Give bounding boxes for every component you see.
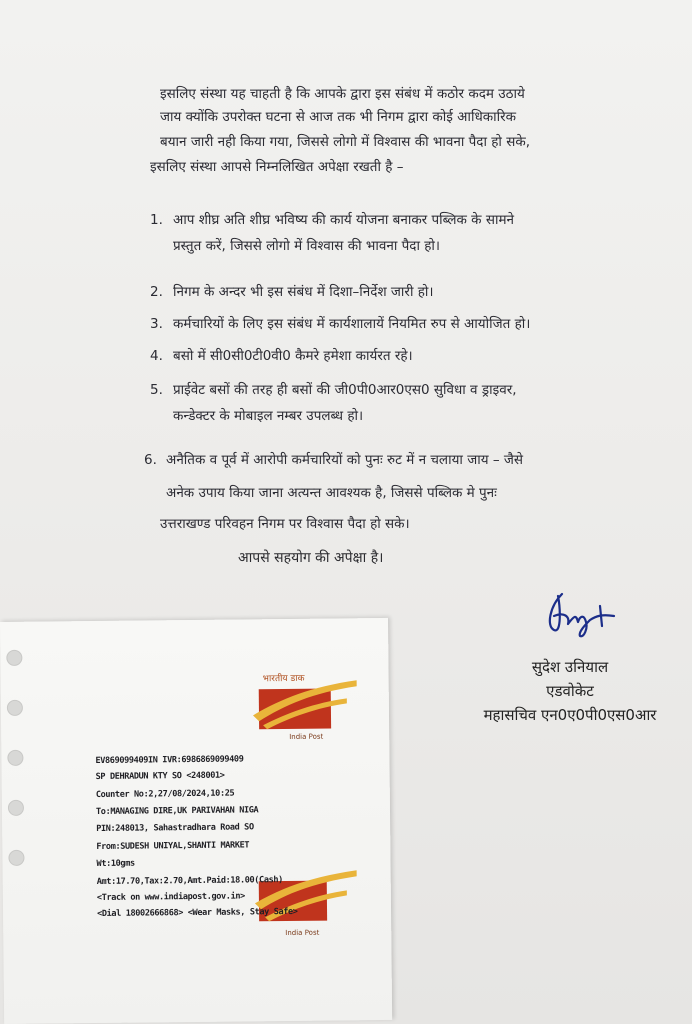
letter-line: इसलिए संस्था आपसे निम्नलिखित अपेक्षा रखती है – — [150, 159, 404, 175]
sender-designation: महासचिव एन0ए0पी0एस0आर — [483, 706, 657, 724]
punch-hole — [7, 750, 23, 766]
letter-line: जाय क्योंकि उपरोक्त घटना से आज तक भी निगम द्वारा कोई आधिकारिक — [160, 109, 517, 125]
list-item-text: उत्तराखण्ड परिवहन निगम पर विश्वास पैदा हो सके। — [160, 516, 410, 532]
receipt-line: Wt:10gms — [96, 858, 135, 870]
receipt-line: Amt:17.70,Tax:2.70,Amt.Paid:18.00(Cash) — [96, 875, 283, 888]
closing-line: आपसे सहयोग की अपेक्षा है। — [238, 550, 384, 566]
india-post-logo-icon — [251, 678, 362, 735]
list-item-text: प्राईवेट बसों की तरह ही बसों की जी0पी0आर0एस0 सुविधा व ड्राइवर, — [173, 382, 517, 398]
list-item-text: कर्मचारियों के लिए इस संबंध में कार्यशालायें नियमित रुप से आयोजित हो। — [173, 316, 531, 332]
list-item-text: कन्डेक्टर के मोबाइल नम्बर उपलब्ध हो। — [173, 408, 364, 424]
india-post-caption: India Post — [289, 732, 324, 741]
postal-receipt — [0, 618, 392, 1024]
india-post-caption: India Post — [285, 928, 320, 938]
list-item-number: 6. — [144, 452, 157, 468]
list-item-number: 5. — [150, 382, 163, 398]
list-item-text: प्रस्तुत करें, जिससे लोगो में विश्वास की भावना पैदा हो। — [173, 238, 441, 254]
list-item-number: 3. — [150, 316, 163, 332]
punch-hole — [8, 850, 24, 866]
sender-title: एडवोकेट — [546, 682, 594, 700]
receipt-line: Counter No:2,27/08/2024,10:25 — [95, 788, 235, 801]
punch-hole — [8, 800, 24, 816]
list-item-text: निगम के अन्दर भी इस संबंध में दिशा–निर्देश जारी हो। — [173, 284, 434, 300]
sender-block — [455, 655, 685, 727]
list-item-text: आप शीघ्र अति शीघ्र भविष्य की कार्य योजना बनाकर पब्लिक के सामने — [173, 212, 515, 228]
receipt-line: To:MANAGING DIRE,UK PARIVAHAN NIGA — [95, 805, 259, 818]
punch-hole — [7, 700, 23, 716]
receipt-line: From:SUDESH UNIYAL,SHANTI MARKET — [96, 840, 250, 853]
receipt-line: EV869099409IN IVR:6986869099409 — [95, 754, 244, 767]
sender-name: सुदेश उनियाल — [531, 658, 609, 676]
list-item-text: अनैतिक व पूर्व में आरोपी कर्मचारियों को पुनः रुट में न चलाया जाय – जैसे — [166, 452, 524, 468]
letter-line: बयान जारी नही किया गया, जिससे लोगो में विश्वास की भावना पैदा हो सके, — [160, 134, 530, 150]
receipt-line: SP DEHRADUN KTY SO <248001> — [95, 770, 225, 783]
list-item-number: 4. — [150, 348, 163, 364]
letter-line: इसलिए संस्था यह चाहती है कि आपके द्वारा इस संबंध में कठोर कदम उठाये — [160, 86, 525, 102]
india-post-hindi: भारतीय डाक — [262, 673, 305, 685]
signature — [540, 586, 630, 646]
list-item-number: 1. — [150, 212, 163, 228]
receipt-line: <Track on www.indiapost.gov.in> — [96, 891, 245, 904]
list-item-number: 2. — [150, 284, 163, 300]
list-item-text: बसो में सी0सी0टी0वी0 कैमरे हमेशा कार्यरत रहे। — [173, 348, 413, 364]
receipt-line: <Dial 18002666868> <Wear Masks, Stay Safe> — [97, 906, 298, 919]
list-item-text: अनेक उपाय किया जाना अत्यन्त आवश्यक है, जिससे पब्लिक मे पुनः — [166, 485, 497, 501]
receipt-line: PIN:248013, Sahastradhara Road SO — [96, 822, 254, 835]
punch-hole — [6, 650, 22, 666]
